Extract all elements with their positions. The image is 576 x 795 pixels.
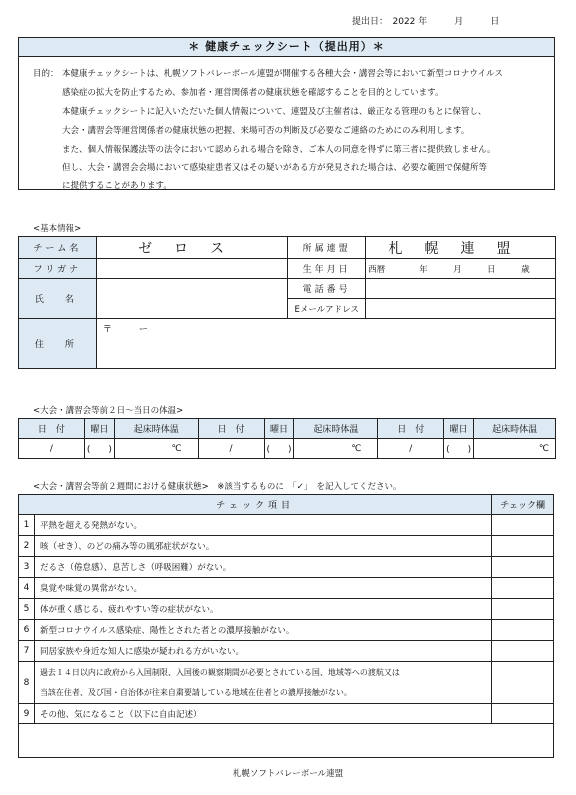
check-item-text: 同居家族や身近な知人に感染が疑われる方がいない。 (34, 641, 491, 662)
check-mark-cell[interactable] (492, 704, 554, 724)
check-item-text: 体が重く感じる、疲れやすい等の症状がない。 (34, 599, 491, 620)
team-label: チーム名 (19, 237, 97, 259)
day-field[interactable]: ( ) (264, 439, 294, 459)
purpose-label: 目的： (33, 69, 59, 79)
date-field[interactable]: / (19, 439, 85, 459)
name-field[interactable] (96, 279, 287, 319)
email-field[interactable] (366, 299, 556, 319)
assoc-label: 所属連盟 (288, 237, 366, 259)
check-item-line: 過去１４日以内に政府から入国制限、入国後の観察期間が必要とされている国、地域等への渡航又は (39, 667, 400, 677)
purpose-line: 感染症の拡大を防止するため、参加者・運営関係者の健康状態を確認することを目的としています。 (62, 88, 444, 98)
item-number: 9 (19, 704, 35, 724)
check-item-text: だるさ（倦怠感）、息苦しさ（呼吸困難）がない。 (34, 557, 491, 578)
temp-col-date: 日 付 (19, 419, 85, 439)
temp-field[interactable]: ℃ (114, 439, 198, 459)
check-mark-cell[interactable] (492, 599, 554, 620)
temp-col-date: 日 付 (198, 419, 264, 439)
item-number: 8 (19, 662, 35, 704)
check-mark-cell[interactable] (492, 620, 554, 641)
birth-field[interactable]: 西暦 年 月 日 歳 (366, 259, 556, 279)
temp-field[interactable]: ℃ (474, 439, 556, 459)
furigana-field[interactable] (96, 259, 287, 279)
temp-field[interactable]: ℃ (294, 439, 378, 459)
temp-col-temp: 起床時体温 (294, 419, 378, 439)
item-number: 2 (19, 536, 35, 557)
check-col-item: チェック項目 (19, 495, 492, 515)
check-item-text: その他、気になること（以下に自由記述） (34, 704, 491, 724)
address-label: 住 所 (19, 319, 97, 369)
purpose-line: また、個人情報保護法等の法令において認められる場合を除き、ご本人の同意を得ずに第三者に提供致しません。 (62, 145, 496, 155)
temp-col-temp: 起床時体温 (114, 419, 198, 439)
item-number: 1 (19, 515, 35, 536)
temp-col-day: 曜日 (84, 419, 114, 439)
basic-info-table (18, 236, 556, 369)
check-mark-cell[interactable] (492, 515, 554, 536)
check-mark-cell[interactable] (492, 641, 554, 662)
item-number: 6 (19, 620, 35, 641)
purpose-line: に提供することがあります。 (62, 181, 172, 191)
birth-label: 生年月日 (288, 259, 366, 279)
address-field[interactable]: 〒 ー (96, 319, 555, 369)
name-label: 氏 名 (19, 279, 97, 319)
check-item-text: 臭覚や味覚の異常がない。 (34, 578, 491, 599)
item-number: 5 (19, 599, 35, 620)
day-field[interactable]: ( ) (444, 439, 474, 459)
basic-info-header: <基本情報> (33, 224, 82, 234)
date-field[interactable]: / (378, 439, 444, 459)
temp-col-temp: 起床時体温 (474, 419, 556, 439)
phone-label: 電話番号 (288, 279, 366, 299)
check-mark-cell[interactable] (492, 662, 554, 704)
check-table (18, 494, 554, 758)
temp-col-day: 曜日 (264, 419, 294, 439)
check-item-line: 当該在住者、及び国・自治体が往来自粛要請している地域在住者との濃厚接触がない。 (39, 687, 352, 697)
temp-table (18, 418, 556, 459)
team-value[interactable]: ゼロス (96, 237, 287, 259)
purpose-line: 本健康チェックシートは、札幌ソフトバレーボール連盟が開催する各種大会・講習会等において新型コロナウイルス (62, 69, 503, 79)
item-number: 4 (19, 578, 35, 599)
temp-col-date: 日 付 (378, 419, 444, 439)
check-item-text: 咳（せき）、のどの痛み等の風邪症状がない。 (34, 536, 491, 557)
check-header: <大会・講習会等前２週間における健康状態> ※該当するものに 「✓」 を記入してください。 (33, 482, 402, 492)
check-mark-cell[interactable] (492, 557, 554, 578)
check-item-text: 新型コロナウイルス感染症、陽性とされた者との濃厚接触がない。 (34, 620, 491, 641)
footer-organization: 札幌ソフトバレーボール連盟 (232, 769, 344, 779)
check-item-text (34, 662, 491, 704)
temp-col-day: 曜日 (444, 419, 474, 439)
check-col-mark: チェック欄 (492, 495, 554, 515)
temp-header: <大会・講習会等前２日～当日の体温> (33, 406, 184, 416)
item-number: 3 (19, 557, 35, 578)
submit-date-line: 提出日： 2022 年 月 日 (352, 17, 500, 27)
check-mark-cell[interactable] (492, 578, 554, 599)
email-label: Eメールアドレス (288, 299, 366, 319)
purpose-line: 大会・講習会等運営関係者の健康状態の把握、来場可否の判断及び必要なご連絡のためにのみ利用します。 (62, 126, 470, 136)
free-comment-field[interactable] (19, 724, 554, 758)
item-number: 7 (19, 641, 35, 662)
purpose-line: 但し、大会・講習会会場において感染症患者又はその疑いがある方が発見された場合は、必要な範囲で保健所等 (62, 163, 488, 173)
check-mark-cell[interactable] (492, 536, 554, 557)
page-title: ＊ 健康チェックシート（提出用）＊ (18, 37, 555, 57)
phone-field[interactable] (366, 279, 556, 299)
purpose-line: 本健康チェックシートに記入いただいた個人情報について、連盟及び主催者は、厳正なる管理のもとに保管し、 (62, 107, 487, 117)
date-field[interactable]: / (198, 439, 264, 459)
day-field[interactable]: ( ) (84, 439, 114, 459)
assoc-value[interactable]: 札幌連盟 (366, 237, 556, 259)
check-item-text: 平熱を超える発熱がない。 (34, 515, 491, 536)
furigana-label: フリガナ (19, 259, 97, 279)
